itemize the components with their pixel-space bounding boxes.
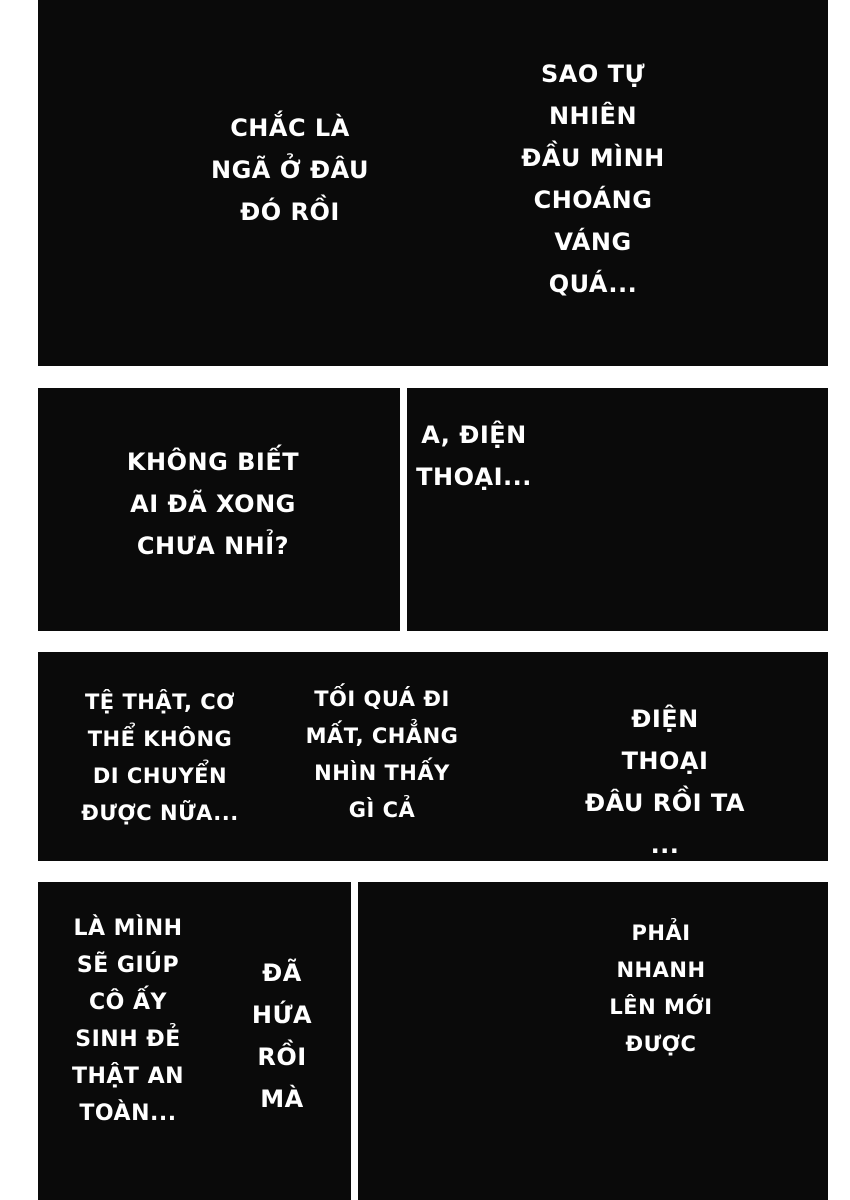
panel-row2-right bbox=[407, 388, 828, 631]
speech-bubble-row2-right: A, ĐIỆN THOẠI... bbox=[416, 421, 532, 491]
speech-bubble-row3-right: ĐIỆN THOẠI ĐÂU RỒI TA ... bbox=[584, 705, 746, 859]
speech-bubble-row4-right: PHẢI NHANH LÊN MỚI ĐƯỢC bbox=[609, 921, 713, 1056]
speech-bubble-row3-middle: TỐI QUÁ ĐI MẤT, CHẲNG NHÌN THẤY GÌ CẢ bbox=[305, 687, 459, 822]
speech-bubble-row1-right: SAO TỰ NHIÊN ĐẦU MÌNH CHOÁNG VÁNG QUÁ... bbox=[521, 60, 665, 298]
panel-row2-left bbox=[38, 388, 400, 631]
panel-row4-left bbox=[38, 882, 351, 1200]
speech-bubble-row3-left: TỆ THẬT, CƠ THỂ KHÔNG DI CHUYỂN ĐƯỢC NỮA... bbox=[81, 690, 239, 825]
speech-bubble-row4-left: LÀ MÌNH SẼ GIÚP CÔ ẤY SINH ĐẺ THẬT AN TOÀN... bbox=[71, 916, 185, 1126]
panel-row3 bbox=[38, 652, 828, 861]
speech-bubble-row1-left: CHẮC LÀ NGÃ Ở ĐÂU ĐÓ RỒI bbox=[211, 114, 369, 226]
panel-row1 bbox=[38, 0, 828, 366]
panel-row4-right bbox=[358, 882, 828, 1200]
speech-bubble-row2-left: KHÔNG BIẾT AI ĐÃ XONG CHƯA NHỈ? bbox=[126, 448, 300, 560]
speech-bubble-row4-middle: ĐÃ HỨA RỒI MÀ bbox=[251, 959, 313, 1113]
